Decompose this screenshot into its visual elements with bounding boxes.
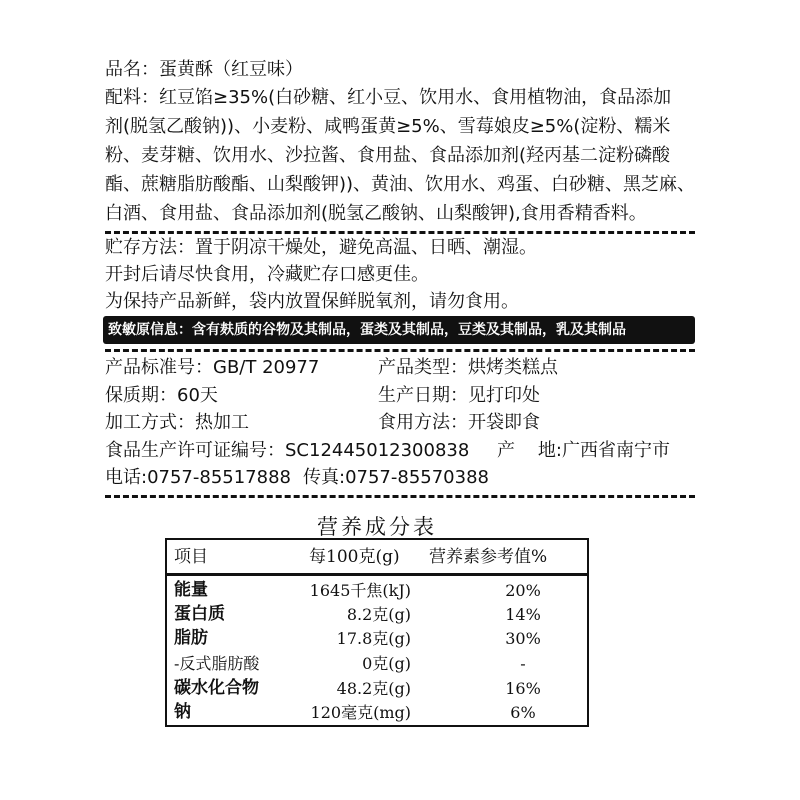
ingredients-line: 粉、麦芽糖、饮用水、沙拉酱、食用盐、食品添加剂(羟丙基二淀粉磷酸 — [105, 145, 671, 166]
nutrient-nrv: - — [520, 654, 526, 673]
shelf-life: 保质期：60天 — [105, 385, 218, 406]
product-standard: 产品标准号：GB/T 20977 — [105, 357, 320, 378]
table-row — [167, 626, 587, 651]
usage-method: 食用方法：开袋即食 — [378, 412, 540, 433]
header-separator — [167, 573, 587, 576]
nutrient-value: 48.2克(g) — [336, 679, 411, 698]
fax: 传真:0757-85570388 — [303, 467, 489, 488]
table-row — [167, 676, 587, 701]
table-row — [167, 700, 587, 725]
table-row — [167, 651, 587, 676]
ingredients-line: 酯、蔗糖脂肪酸酯、山梨酸钾))、黄油、饮用水、鸡蛋、白砂糖、黑芝麻、 — [105, 174, 696, 195]
place-of-origin: 产 地:广西省南宁市 — [497, 440, 670, 461]
allergen-info: 致敏原信息：含有麸质的谷物及其制品，蛋类及其制品，豆类及其制品，乳及其制品 — [103, 316, 695, 344]
ingredients-line: 配料：红豆馅≥35%(白砂糖、红小豆、饮用水、食用植物油，食品添加 — [105, 87, 672, 108]
ingredients-line: 剂(脱氢乙酸钠))、小麦粉、咸鸭蛋黄≥5%、雪莓娘皮≥5%(淀粉、糯米 — [105, 116, 671, 137]
header-per100: 每100克(g) — [309, 547, 400, 567]
storage-line: 开封后请尽快食用，冷藏贮存口感更佳。 — [105, 264, 429, 285]
nutrient-nrv: 6% — [510, 703, 536, 722]
production-date: 生产日期：见打印处 — [378, 385, 540, 406]
nutrient-value: 0克(g) — [362, 654, 411, 673]
product-name: 品名：蛋黄酥（红豆味） — [105, 59, 303, 80]
nutrient-nrv: 14% — [505, 605, 541, 624]
header-nrv: 营养素参考值% — [429, 547, 548, 567]
nutrient-value: 1645千焦(kJ) — [309, 581, 411, 600]
nutrient-name: 能量 — [174, 580, 208, 600]
nutrition-header — [167, 540, 587, 574]
nutrient-value: 120毫克(mg) — [310, 703, 411, 722]
nutrient-name: -反式脂肪酸 — [174, 654, 260, 673]
table-row — [167, 578, 587, 603]
nutrient-nrv: 20% — [505, 581, 541, 600]
nutrient-value: 8.2克(g) — [346, 605, 411, 624]
storage-line: 贮存方法：置于阴凉干燥处，避免高温、日晒、潮湿。 — [105, 237, 537, 258]
nutrient-nrv: 16% — [505, 679, 541, 698]
nutrient-name: 蛋白质 — [174, 604, 225, 624]
phone: 电话:0757-85517888 — [105, 467, 291, 488]
header-item: 项目 — [174, 547, 208, 567]
nutrient-name: 钠 — [174, 702, 191, 722]
nutrient-name: 脂肪 — [174, 628, 208, 648]
production-license: 食品生产许可证编号：SC12445012300838 — [105, 440, 470, 461]
section-divider — [105, 495, 695, 498]
table-row — [167, 602, 587, 627]
nutrition-table — [165, 538, 589, 727]
nutrition-title: 营养成分表 — [317, 515, 437, 539]
product-type: 产品类型：烘烤类糕点 — [378, 357, 558, 378]
nutrient-nrv: 30% — [505, 629, 541, 648]
processing-method: 加工方式：热加工 — [105, 412, 249, 433]
storage-line: 为保持产品新鲜，袋内放置保鲜脱氧剂，请勿食用。 — [105, 291, 519, 312]
nutrient-value: 17.8克(g) — [336, 629, 411, 648]
nutrient-name: 碳水化合物 — [174, 678, 259, 698]
section-divider — [105, 231, 695, 234]
ingredients-line: 白酒、食用盐、食品添加剂(脱氢乙酸钠、山梨酸钾),食用香精香料。 — [105, 203, 647, 224]
section-divider — [105, 349, 695, 352]
